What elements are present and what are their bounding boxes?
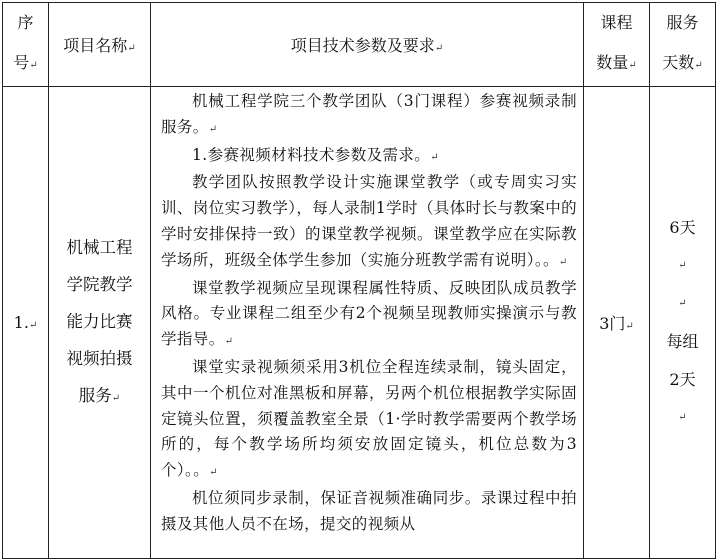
row-seq: 1.↵ [3,87,49,559]
desc-para-4: 课堂教学视频应呈现课程属性特质、反映团队成员教学风格。专业课程二组至少有2个视频呈现教师实操演示与教学指导。↵ [161,278,577,349]
row-desc [151,87,584,559]
header-tech: 项目技术参数及要求↵ [151,3,584,87]
row-name-line2: 学院教学 [66,274,133,294]
header-qty [584,3,650,87]
header-qty-line2: 数量↵ [596,53,637,72]
header-seq [3,3,49,87]
row-days-line3: 每组 [666,331,699,351]
row-name [49,87,151,559]
project-table [2,2,716,559]
header-qty-line1: 课程 [600,13,633,32]
row-days-line2: ↵ [678,297,687,309]
header-seq-line2: 号↵ [13,53,38,72]
desc-para-5: 课堂实录视频须采用3机位全程连续录制，镜头固定，其中一个机位对准黑板和屏幕，另两个机位根据教学实际固定镜头位置，须覆盖教室全景（1·学时教学需要两个教学场所的，每个教学场所均须安放固定镜头，机位总数为3个）。。↵ [161,357,577,480]
header-item-name: 项目名称↵ [49,3,151,87]
header-days [650,3,716,87]
header-seq-line1: 序 [17,13,34,32]
row-name-line4: 视频拍摄 [66,348,133,368]
table-row [3,87,716,559]
row-qty: 3门↵ [584,87,650,559]
desc-para-3: 教学团队按照教学设计实施课堂教学（或专周实习实训、岗位实习教学），每人录制1学时（具体时长与教案中的学时安排保持一致）的课堂教学视频。课堂教学应在实际教学场所，班级全体学生参加（实施分班教学需有说明）。。↵ [161,173,577,269]
row-days-line4: 2天 ↵ [669,369,696,423]
desc-para-2: 1.参赛视频材料技术参数及需求。↵ [192,145,439,164]
row-name-line1: 机械工程 [66,237,133,257]
header-days-line1: 服务 [666,13,699,32]
desc-para-6: 机位须同步录制，保证音视频准确同步。录课过程中拍摄及其他人员不在场，提交的视频从 [161,488,577,533]
row-name-line5: 服务↵ [78,385,121,405]
header-row [3,3,716,87]
row-name-line3: 能力比赛 [66,311,133,331]
header-days-line2: 天数↵ [662,53,703,72]
desc-para-1: 机械工程学院三个教学团队（3门课程）参赛视频录制服务。↵ [161,92,577,136]
row-days-line1: 6天 ↵ [669,217,696,271]
row-days [650,87,716,559]
